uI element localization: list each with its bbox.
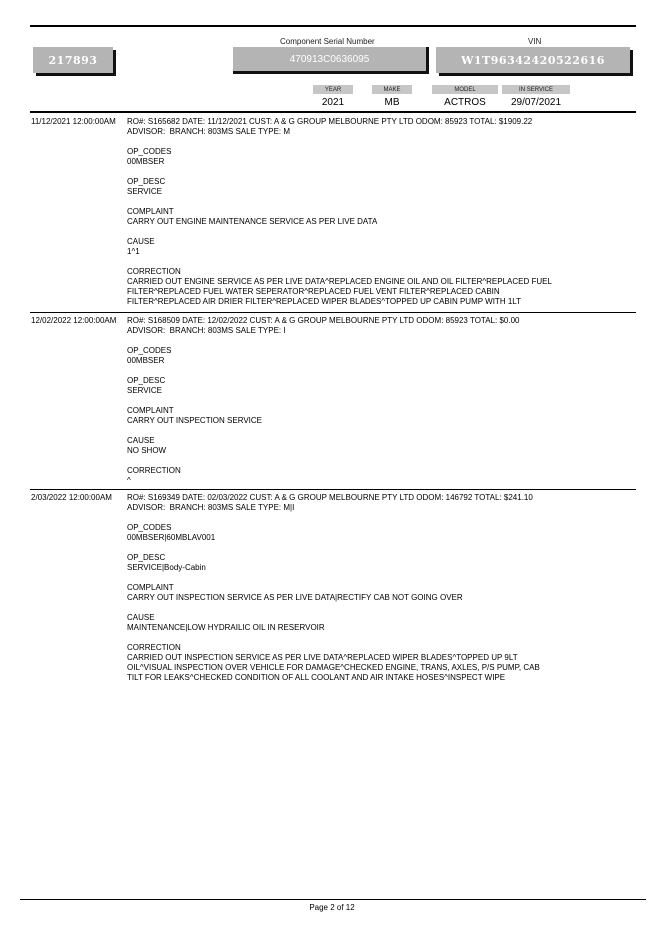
section-text: 00MBSER (127, 157, 165, 166)
page-number: Page 2 of 12 (309, 903, 355, 912)
record-body (127, 493, 557, 683)
cause-section (127, 613, 557, 633)
vin-label: VIN (528, 37, 542, 46)
section-text: ^ (127, 476, 131, 485)
section-text: 00MBSER|60MBLAV001 (127, 533, 216, 542)
record-divider (30, 111, 636, 113)
section-text: CARRIED OUT ENGINE SERVICE AS PER LIVE DATA^REPLACED ENGINE OIL AND OIL FILTER^REPLACED FUEL FILTER^REPLACED FUEL WATER SEPERATOR^REPLACED FUEL VENT FILTER^REPLACED CABIN FILTER^REPLACED AIR DRIER FILTER^REPLACED WIPER BLADES^TOPPED UP CABIN PUMP WITH 1LT (127, 277, 552, 306)
section-text: SERVICE (127, 187, 162, 196)
section-title: COMPLAINT (127, 207, 174, 216)
section-text: CARRY OUT ENGINE MAINTENANCE SERVICE AS PER LIVE DATA (127, 217, 378, 226)
section-text: SERVICE (127, 386, 162, 395)
in-service-header: IN SERVICE (502, 85, 570, 94)
record-summary: RO#: S169349 DATE: 02/03/2022 CUST: A & G GROUP MELBOURNE PTY LTD ODOM: 146792 TOTAL: $241.10 ADVISOR: BRANCH: 803MS SALE TYPE: M|I (127, 493, 533, 512)
record-date: 11/12/2021 12:00:00AM (31, 117, 116, 126)
section-title: CAUSE (127, 613, 155, 622)
model-value: ACTROS (444, 97, 486, 108)
section-title: OP_DESC (127, 376, 166, 385)
section-title: CORRECTION (127, 466, 181, 475)
op-codes-section (127, 346, 557, 366)
section-title: OP_DESC (127, 177, 166, 186)
complaint-section (127, 207, 557, 227)
complaint-section (127, 583, 557, 603)
section-title: OP_CODES (127, 523, 172, 532)
section-text: 1^1 (127, 247, 140, 256)
section-title: CAUSE (127, 436, 155, 445)
section-title: CORRECTION (127, 643, 181, 652)
op-desc-section (127, 376, 557, 396)
record-body (127, 316, 557, 486)
unit-number-box: 217893 (33, 47, 113, 73)
op-desc-section (127, 177, 557, 197)
record-summary: RO#: S168509 DATE: 12/02/2022 CUST: A & G GROUP MELBOURNE PTY LTD ODOM: 85923 TOTAL: $0.00 ADVISOR: BRANCH: 803MS SALE TYPE: I (127, 316, 520, 335)
section-text: CARRY OUT INSPECTION SERVICE (127, 416, 262, 425)
vin-box: W1T96342420522616 (436, 47, 630, 73)
top-rule (30, 25, 636, 27)
in-service-value: 29/07/2021 (510, 97, 562, 108)
section-title: COMPLAINT (127, 406, 174, 415)
year-header: YEAR (313, 85, 353, 94)
op-desc-section (127, 553, 557, 573)
correction-section (127, 466, 557, 486)
section-text: CARRY OUT INSPECTION SERVICE AS PER LIVE DATA|RECTIFY CAB NOT GOING OVER (127, 593, 463, 602)
section-text: NO SHOW (127, 446, 167, 455)
section-title: OP_DESC (127, 553, 166, 562)
cause-section (127, 237, 557, 257)
section-title: OP_CODES (127, 346, 172, 355)
make-header: MAKE (372, 85, 412, 94)
footer-rule (20, 899, 646, 900)
section-title: OP_CODES (127, 147, 172, 156)
record-divider (30, 312, 636, 313)
record-date: 2/03/2022 12:00:00AM (31, 493, 112, 502)
section-text: CARRIED OUT INSPECTION SERVICE AS PER LIVE DATA^REPLACED WIPER BLADES^TOPPED UP 9LT OIL^VISUAL INSPECTION OVER VEHICLE FOR DAMAGE^CHECKED ENGINE, TRANS, AXLES, P/S PUMP, CAB TILT FOR LEAKS^CHECKED CONDITION OF ALL COOLANT AND AIR INTAKE HOSES^INSPECT WIPE (127, 653, 540, 682)
component-serial-box: 470913C0636095 (233, 47, 429, 74)
record-date: 12/02/2022 12:00:00AM (31, 316, 117, 325)
record-divider (30, 489, 636, 490)
component-serial-label: Component Serial Number (280, 37, 375, 46)
cause-section (127, 436, 557, 456)
section-title: COMPLAINT (127, 583, 174, 592)
correction-section (127, 643, 557, 683)
op-codes-section (127, 147, 557, 167)
record-body (127, 117, 557, 307)
complaint-section (127, 406, 557, 426)
section-text: SERVICE|Body-Cabin (127, 563, 206, 572)
section-text: MAINTENANCE|LOW HYDRAILIC OIL IN RESERVOIR (127, 623, 325, 632)
model-header: MODEL (432, 85, 498, 94)
correction-section (127, 267, 557, 307)
year-value: 2021 (321, 97, 345, 108)
make-value: MB (384, 97, 400, 108)
section-text: 00MBSER (127, 356, 165, 365)
section-title: CAUSE (127, 237, 155, 246)
op-codes-section (127, 523, 557, 543)
section-title: CORRECTION (127, 267, 181, 276)
record-summary: RO#: S165682 DATE: 11/12/2021 CUST: A & G GROUP MELBOURNE PTY LTD ODOM: 85923 TOTAL: $1909.22 ADVISOR: BRANCH: 803MS SALE TYPE: M (127, 117, 533, 136)
